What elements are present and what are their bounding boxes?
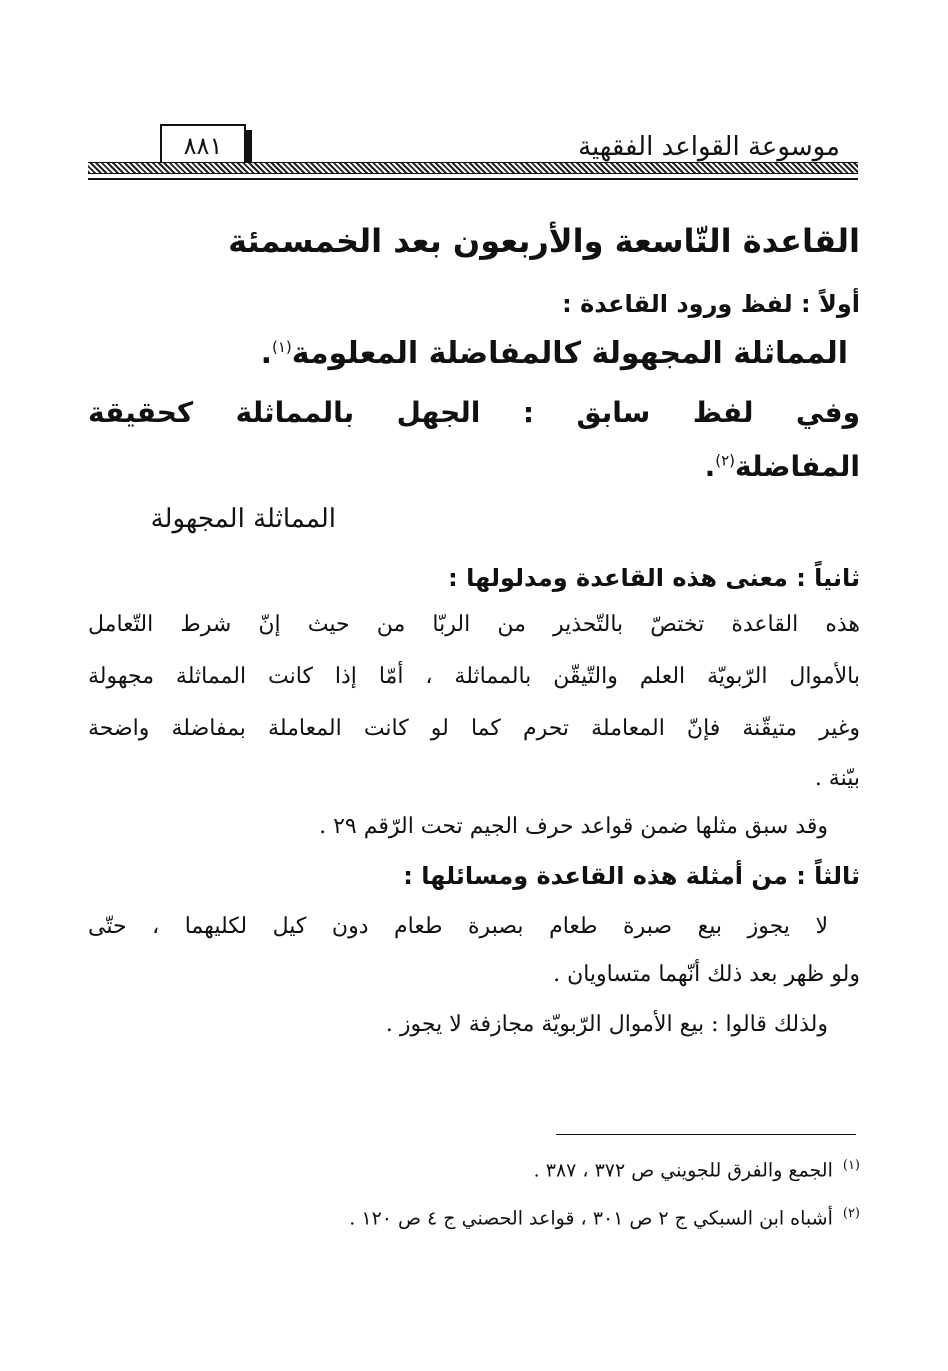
previous-wording-end: . <box>704 450 716 483</box>
section-3-heading: ثالثاً : من أمثلة هذه القاعدة ومسائلها : <box>403 862 860 890</box>
footnote-2-text: أشباه ابن السبكي ج ٢ ص ٣٠١ ، قواعد الحصني ج ٤ ص ١٢٠ . <box>349 1207 833 1230</box>
page-header <box>0 0 948 190</box>
footnote-ref-1: (١) <box>272 338 292 356</box>
footnote-1 <box>534 1158 860 1181</box>
example-line-2: ولو ظهر بعد ذلك أنّهما متساويان . <box>553 962 860 987</box>
section-1-heading: أولاً : لفظ ورود القاعدة : <box>562 290 860 318</box>
meaning-line-5: وقد سبق مثلها ضمن قواعد حرف الجيم تحت الرّقم ٢٩ . <box>319 814 828 839</box>
previous-wording-line-1: وفي لفظ سابق : الجهل بالمماثلة كحقيقة <box>88 396 860 429</box>
running-title: موسوعة القواعد الفقهية <box>578 132 840 162</box>
footnote-1-text: الجمع والفرق للجويني ص ٣٧٢ ، ٣٨٧ . <box>533 1159 833 1182</box>
rule-text-end: . <box>260 336 272 371</box>
rule-sub-phrase: المماثلة المجهولة <box>150 504 336 534</box>
example-line-1: لا يجوز بيع صبرة طعام بصبرة طعام دون كيل لكليهما ، حتّى <box>88 914 828 939</box>
meaning-line-4: بيّنة . <box>814 766 860 791</box>
footnote-2 <box>349 1206 860 1229</box>
footnote-2-mark: (٢) <box>842 1206 860 1221</box>
meaning-line-3: وغير متيقّنة فإنّ المعاملة تحرم كما لو كانت المعاملة بمفاضلة واضحة <box>88 716 860 741</box>
section-2-heading: ثانياً : معنى هذه القاعدة ومدلولها : <box>448 564 860 592</box>
footnote-ref-2: (٢) <box>715 451 735 470</box>
rule-title: القاعدة التّاسعة والأربعون بعد الخمسمئة <box>228 222 860 260</box>
footnote-1-mark: (١) <box>842 1158 860 1173</box>
header-hatched-rule <box>88 162 858 174</box>
meaning-line-2: بالأموال الرّبويّة العلم والتّيقّن بالمماثلة ، أمّا إذا كانت المماثلة مجهولة <box>88 664 860 689</box>
page-number: ٨٨١ <box>160 124 246 168</box>
rule-text-body: المماثلة المجهولة كالمفاضلة المعلومة <box>291 336 848 371</box>
footnote-separator <box>556 1134 856 1135</box>
meaning-line-1: هذه القاعدة تختصّ بالتّحذير من الربّا من حيث إنّ شرط التّعامل <box>88 612 860 637</box>
header-thin-rule <box>88 178 858 180</box>
previous-wording-line-2 <box>705 450 860 483</box>
example-line-3: ولذلك قالوا : بيع الأموال الرّبويّة مجازفة لا يجوز . <box>385 1012 828 1037</box>
rule-text <box>261 336 848 371</box>
previous-wording-word: المفاضلة <box>734 450 860 483</box>
